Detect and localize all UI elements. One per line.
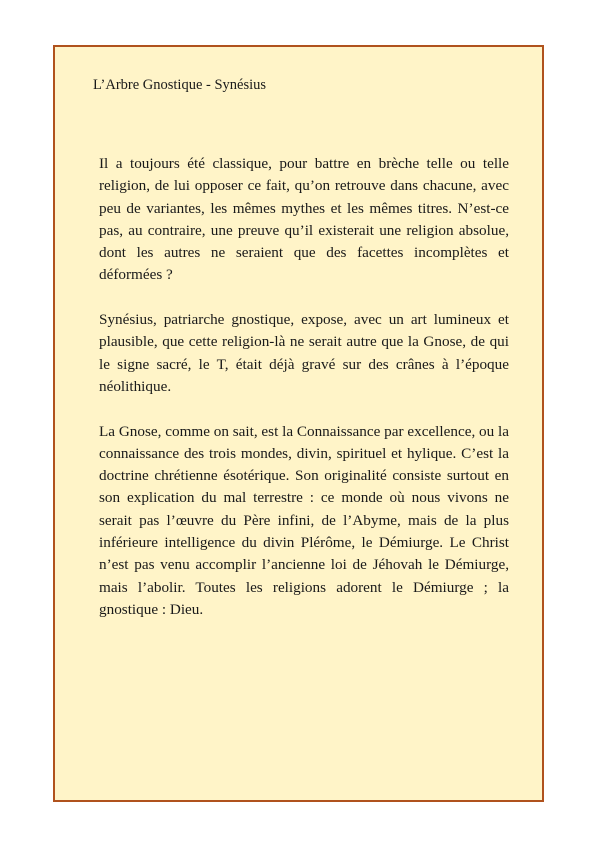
document-page [53, 45, 544, 802]
document-title: L’Arbre Gnostique - Synésius [93, 77, 267, 93]
paragraph-3: La Gnose, comme on sait, est la Connaissance par excellence, ou la connaissance des trois mondes, divin, spirituel et hylique. C’est la doctrine chrétienne ésotérique. Son originalité consiste surtout en son explication du mal terrestre : ce monde où nous vivons ne serait pas l’œuvre du Père infini, de l’Abyme, mais de la plus inférieure intelligence du divin Plérôme, le Démiurge. Le Christ n’est pas venu accomplir l’ancienne loi de Jéhovah le Démiurge, mais l’abolir. Toutes les religions adorent le Démiurge ; la gnostique : Dieu. [99, 422, 509, 618]
paragraph-2: Synésius, patriarche gnostique, expose, avec un art lumineux et plausible, que cette religion-là ne serait autre que la Gnose, de qui le signe sacré, le T, était déjà gravé sur des crânes à l’époque néolithique. [99, 311, 509, 395]
document-body [99, 153, 509, 644]
paragraph-1: Il a toujours été classique, pour battre en brèche telle ou telle religion, de lui opposer ce fait, qu’on retrouve dans chacune, avec peu de variantes, les mêmes mythes et les mêmes titres. N’est-ce pas, au contraire, une preuve qu’il existerait une religion absolue, dont les autres ne seraient que des facettes incomplètes et déformées ? [99, 155, 509, 284]
